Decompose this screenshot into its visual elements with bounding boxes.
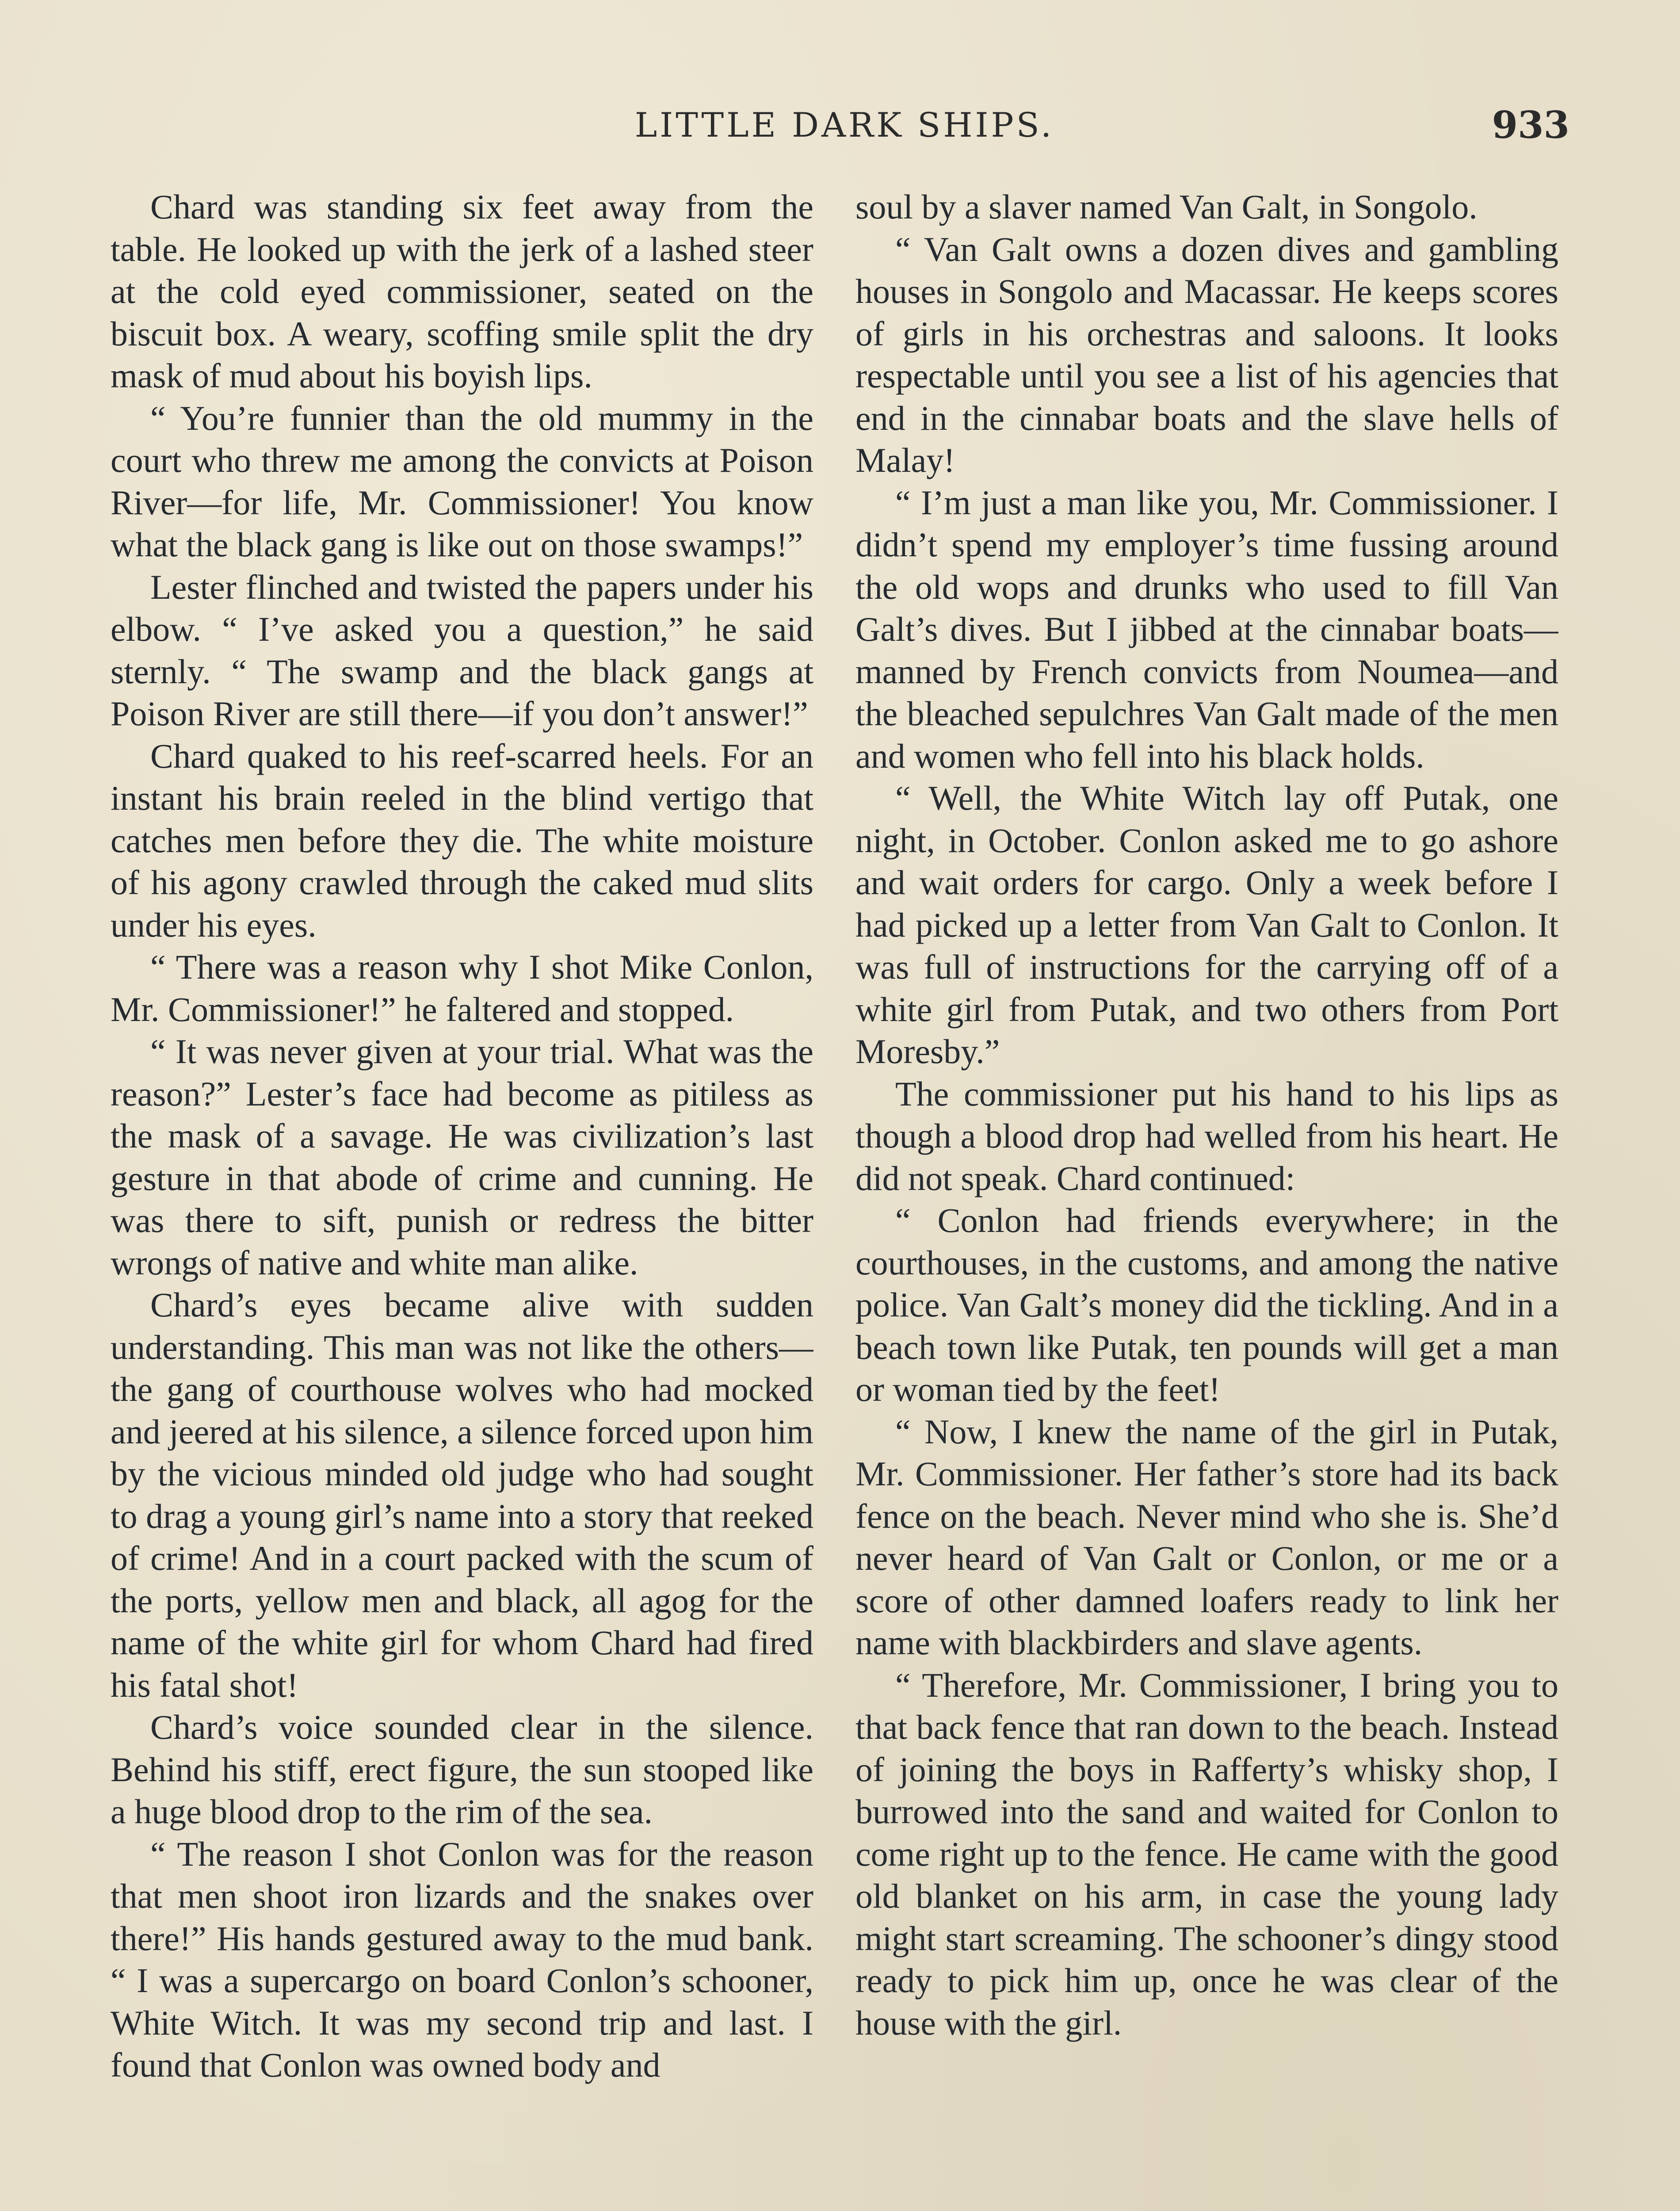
- left-column: [111, 186, 813, 2211]
- paragraph: Chard’s eyes became alive with sudden understanding. This man was not like the others—the gang of courthouse wolves who had mocked and jeered at his silence, a silence forced upon him by the vicious minded old judge who had sought to drag a young girl’s name into a story that reeked of crime! And in a court packed with the scum of the ports, yellow men and black, all agog for the name of the white girl for whom Chard had fired his fatal shot!: [111, 1285, 813, 1704]
- page-header: [106, 101, 1583, 149]
- paragraph: Chard was standing six feet away from the table. He looked up with the jerk of a lashed steer at the cold eyed commissioner, seated on the biscuit box. A weary, scoffing smile split the dry mask of mud about his boyish lips.: [111, 187, 813, 395]
- running-title: LITTLE DARK SHIPS.: [634, 105, 1054, 145]
- paragraph: “ I’m just a man like you, Mr. Commissioner. I didn’t spend my employer’s time fussing around the old wops and drunks who used to fill Van Galt’s dives. But I jibbed at the cinnabar boats—manned by French convicts from Noumea—and the bleached sepulchres Van Galt made of the men and women who fell into his black holds.: [855, 483, 1558, 775]
- paragraph: “ Conlon had friends everywhere; in the courthouses, in the customs, and among the native police. Van Galt’s money did the tickling. And in a beach town like Putak, ten pounds will get a man or woman tied by the feet!: [855, 1201, 1558, 1408]
- page-number: 933: [1492, 103, 1569, 147]
- paragraph: “ It was never given at your trial. What was the reason?” Lester’s face had become as pitiless as the mask of a savage. He was civilization’s last gesture in that abode of crime and cunning. He was there to sift, punish or redress the bitter wrongs of native and white man alike.: [111, 1032, 813, 1282]
- right-column: [855, 186, 1558, 2211]
- paragraph: Lester flinched and twisted the papers under his elbow. “ I’ve asked you a question,” he said sternly. “ The swamp and the black gangs at Poison River are still there—if you don’t answer!”: [111, 567, 813, 733]
- paragraph: “ Therefore, Mr. Commissioner, I bring you to that back fence that ran down to the beach. Instead of joining the boys in Rafferty’s whisky shop, I burrowed into the sand and waited for Conlon to come right up to the fence. He came with the good old blanket on his arm, in case the young lady might start screaming. The schooner’s dingy stood ready to pick him up, once he was clear of the house with the girl.: [855, 1665, 1558, 2042]
- paragraph: “ Well, the White Witch lay off Putak, one night, in October. Conlon asked me to go ashore and wait orders for cargo. Only a week before I had picked up a letter from Van Galt to Conlon. It was full of instructions for the carrying off of a white girl from Putak, and two others from Port Moresby.”: [855, 779, 1558, 1071]
- paragraph: The commissioner put his hand to his lips as though a blood drop had welled from his heart. He did not speak. Chard continued:: [855, 1074, 1558, 1197]
- paragraph: “ Now, I knew the name of the girl in Putak, Mr. Commissioner. Her father’s store had its back fence on the beach. Never mind who she is. She’d never heard of Van Galt or Conlon, or me or a score of other damned loafers ready to link her name with blackbirders and slave agents.: [855, 1412, 1558, 1662]
- continued-paragraph: soul by a slaver named Van Galt, in Songolo.: [855, 187, 1478, 226]
- paragraph: “ You’re funnier than the old mummy in the court who threw me among the convicts at Poison River—for life, Mr. Commissioner! You know what the black gang is like out on those swamps!”: [111, 398, 813, 564]
- paragraph: Chard’s voice sounded clear in the silence. Behind his stiff, erect figure, the sun stooped like a huge blood drop to the rim of the sea.: [111, 1708, 813, 1831]
- paragraph: “ There was a reason why I shot Mike Conlon, Mr. Commissioner!” he faltered and stopped.: [111, 948, 813, 1029]
- paragraph: Chard quaked to his reef-scarred heels. For an instant his brain reeled in the blind vertigo that catches men before they die. The white moisture of his agony crawled through the caked mud slits under his eyes.: [111, 736, 813, 944]
- paragraph: “ The reason I shot Conlon was for the reason that men shoot iron lizards and the snakes over there!” His hands gestured away to the mud bank. “ I was a supercargo on board Conlon’s schooner, White Witch. It was my second trip and last. I found that Conlon was owned body and: [111, 1834, 813, 2084]
- paragraph: “ Van Galt owns a dozen dives and gambling houses in Songolo and Macassar. He keeps scores of girls in his orchestras and saloons. It looks respectable until you see a list of his agencies that end in the cinnabar boats and the slave hells of Malay!: [855, 230, 1558, 479]
